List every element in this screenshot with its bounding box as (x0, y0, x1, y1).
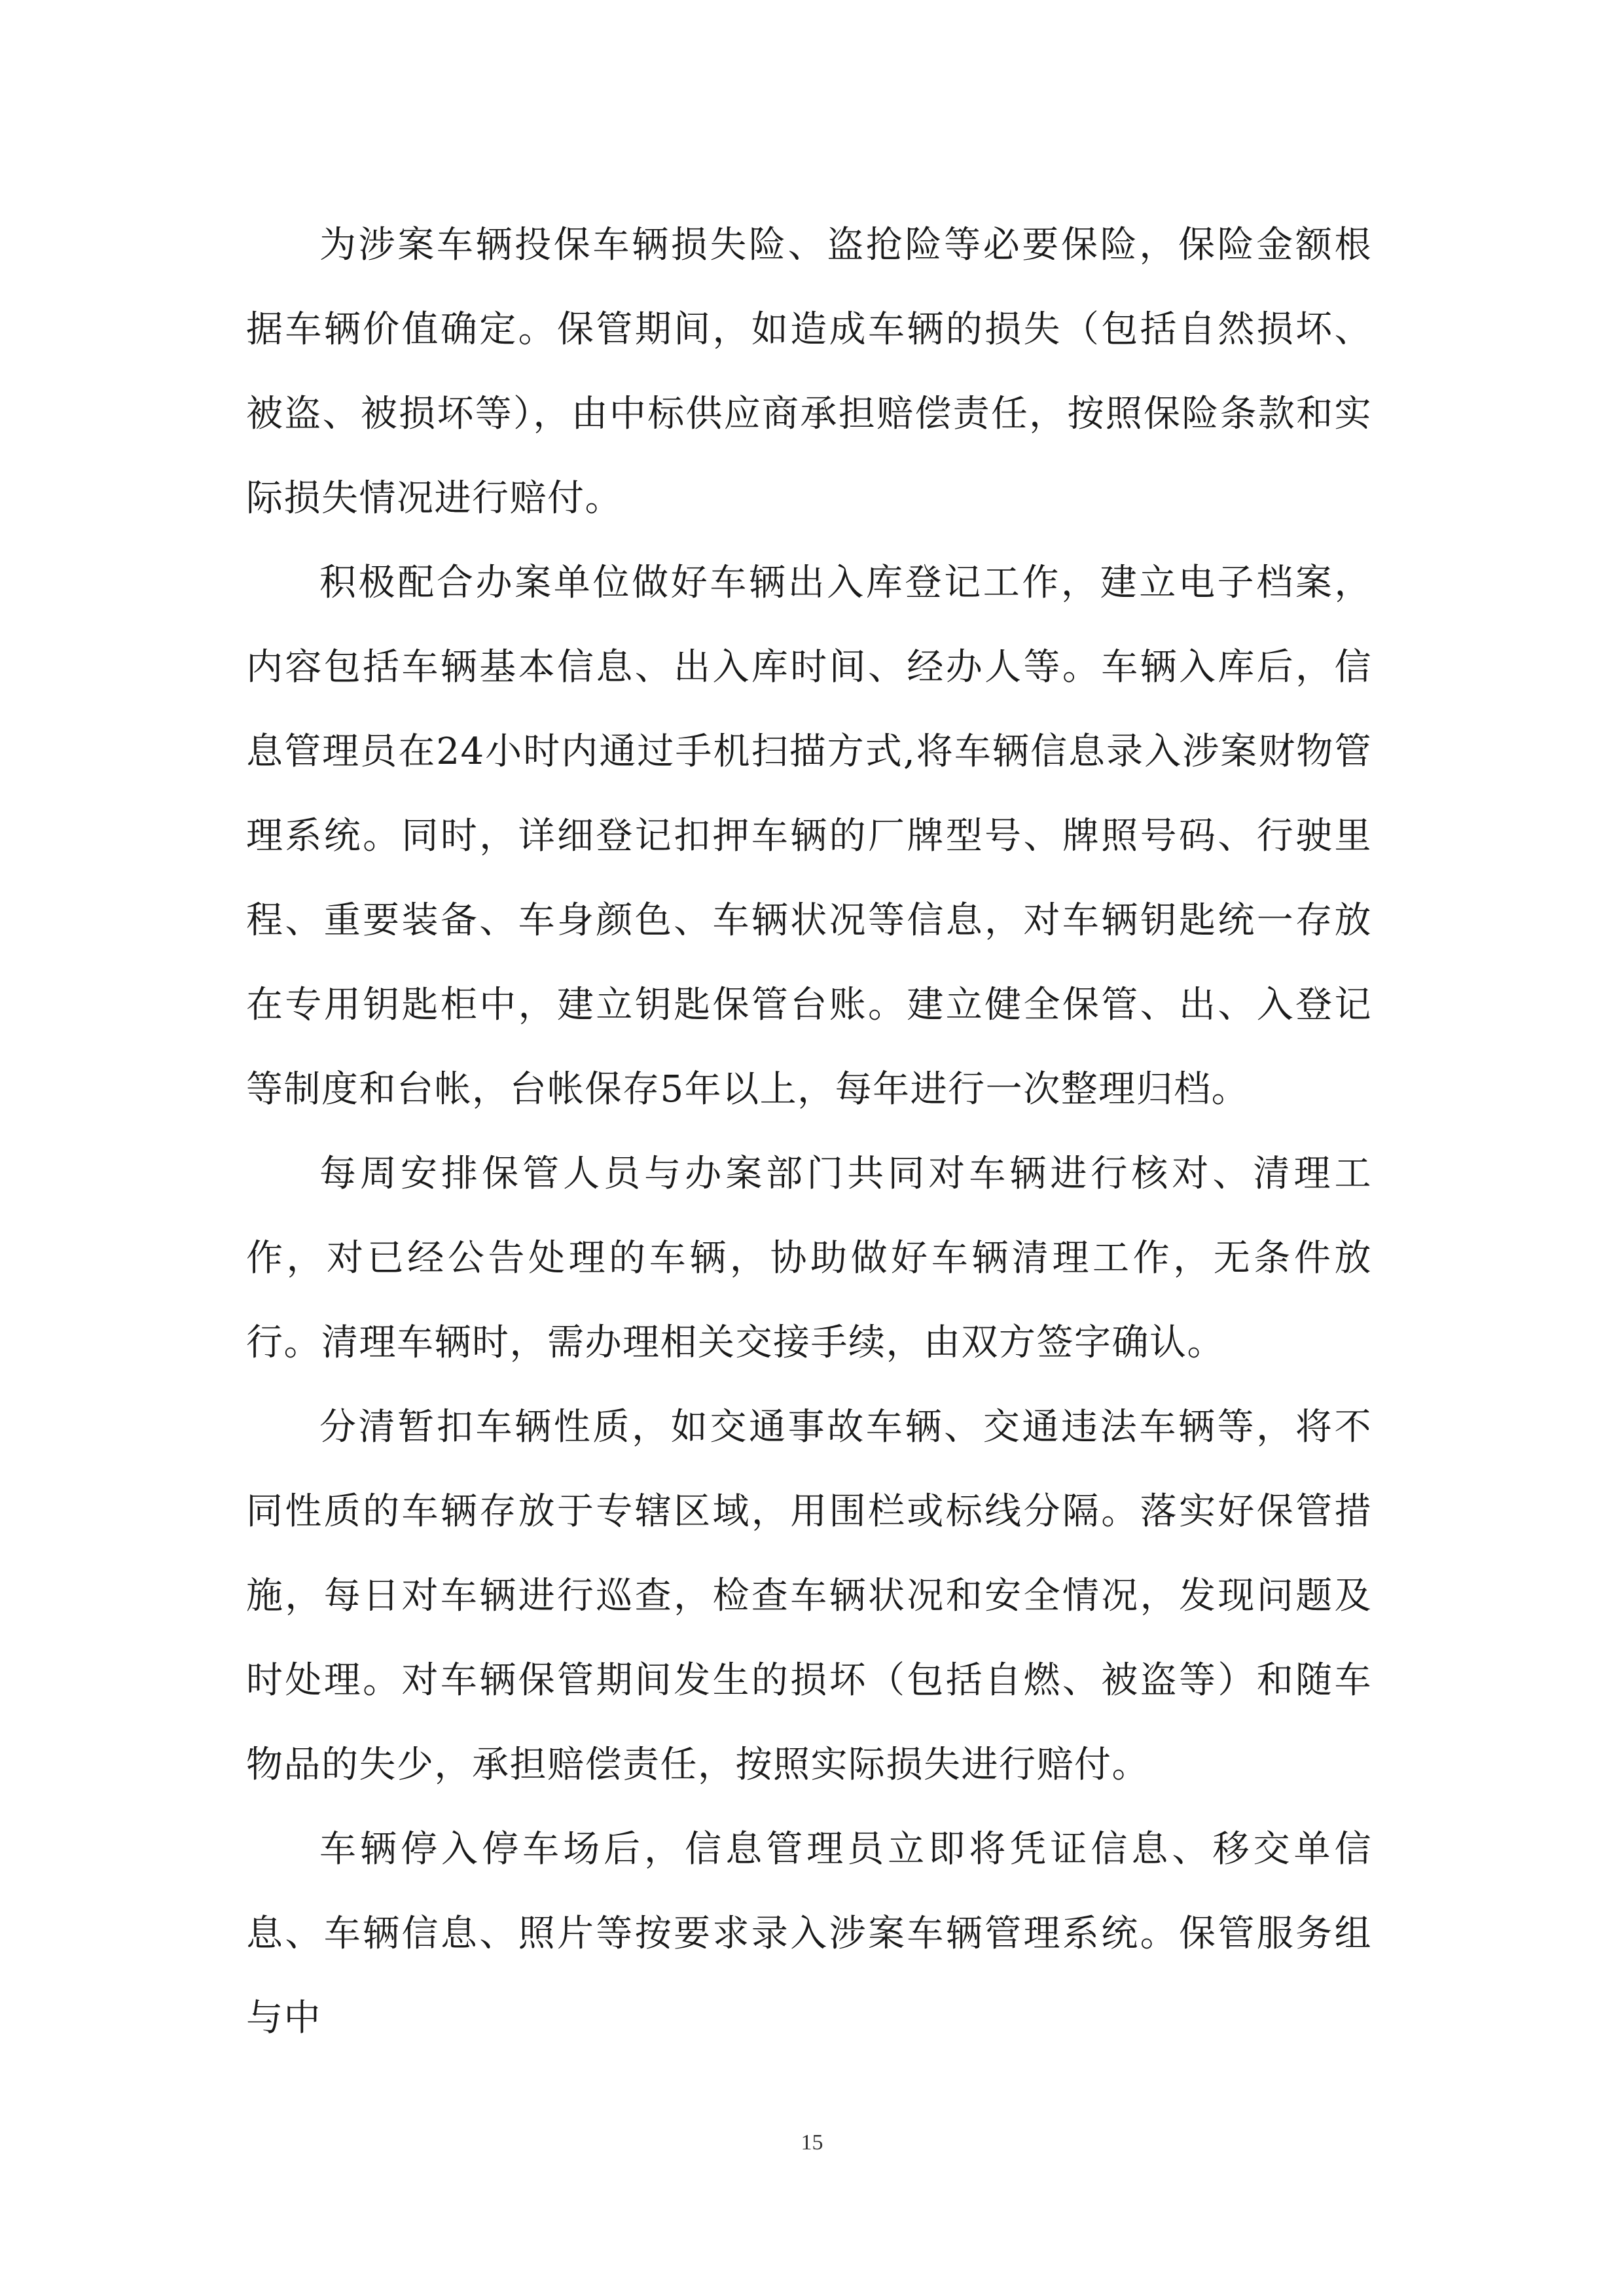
paragraph-weekly-check: 每周安排保管人员与办案部门共同对车辆进行核对、清理工作，对已经公告处理的车辆，协助做好车辆清理工作，无条件放行。清理车辆时，需办理相关交接手续，由双方签字确认。 (246, 1153, 1372, 1364)
page-number: 15 (801, 2130, 823, 2155)
document-body (246, 203, 1372, 2060)
paragraph-registration: 积极配合办案单位做好车辆出入库登记工作，建立电子档案，内容包括车辆基本信息、出入库时间、经办人等。车辆入库后，信息管理员在24小时内通过手机扫描方式,将车辆信息录入涉案财物管理系统。同时，详细登记扣押车辆的厂牌型号、牌照号码、行驶里程、重要装备、车身颜色、车辆状况等信息，对车辆钥匙统一存放在专用钥匙柜中，建立钥匙保管台账。建立健全保管、出、入登记等制度和台帐，台帐保存5年以上，每年进行一次整理归档。 (246, 562, 1372, 1111)
paragraph-insurance: 为涉案车辆投保车辆损失险、盗抢险等必要保险，保险金额根据车辆价值确定。保管期间，如造成车辆的损失（包括自然损坏、被盗、被损坏等），由中标供应商承担赔偿责任，按照保险条款和实际损失情况进行赔付。 (246, 224, 1372, 520)
paragraph-classification: 分清暂扣车辆性质，如交通事故车辆、交通违法车辆等，将不同性质的车辆存放于专辖区域，用围栏或标线分隔。落实好保管措施，每日对车辆进行巡查，检查车辆状况和安全情况，发现问题及时处理。对车辆保管期间发生的损坏（包括自燃、被盗等）和随车物品的失少，承担赔偿责任，按照实际损失进行赔付。 (246, 1406, 1372, 1786)
paragraph-system-entry: 车辆停入停车场后，信息管理员立即将凭证信息、移交单信息、车辆信息、照片等按要求录入涉案车辆管理系统。保管服务组与中 (246, 1828, 1372, 2039)
